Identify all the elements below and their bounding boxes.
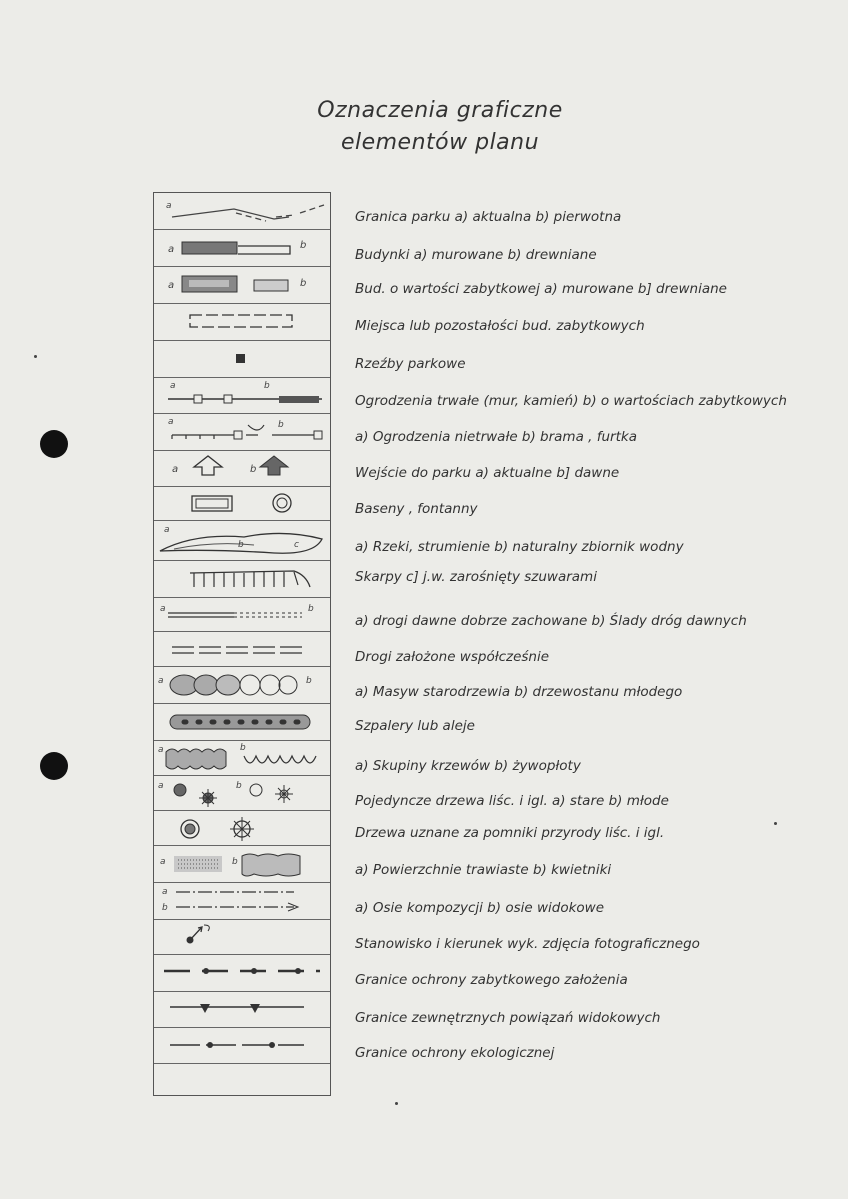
svg-text:b: b (278, 420, 284, 430)
escarpments-symbol (154, 563, 330, 595)
view-boundary-symbol (154, 993, 330, 1023)
legend-item-view-boundary: Granice zewnętrznych powiązań widokowych (355, 1010, 661, 1026)
svg-text:b: b (162, 903, 168, 913)
modern-roads-symbol (154, 634, 330, 664)
svg-text:c: c (294, 540, 299, 550)
legend-item-pools-fountains: Baseny , fontanny (355, 501, 478, 517)
svg-text:a: a (160, 604, 166, 614)
paper-speck (395, 1102, 398, 1105)
svg-text:a: a (172, 464, 179, 475)
legend-item-old-roads: a) drogi dawne dobrze zachowane b) Ślady dróg dawnych (355, 613, 747, 629)
svg-text:b: b (250, 464, 257, 475)
title-line-2: elementów planu (340, 130, 540, 155)
legend-item-heritage-boundary: Granice ochrony zabytkowego założenia (355, 972, 628, 988)
svg-text:b: b (240, 743, 246, 753)
temporary-fence-symbol (154, 415, 330, 447)
legend-item-monument-trees: Drzewa uznane za pomniki przyrody liśc. i igl. (355, 825, 665, 841)
legend-item-sculpture: Rzeźby parkowe (355, 356, 466, 372)
photo-position-symbol (154, 919, 330, 953)
legend-item-park-boundary: Granica parku a) aktualna b) pierwotna (355, 209, 622, 225)
svg-text:b: b (308, 604, 314, 614)
svg-text:b: b (236, 781, 242, 791)
rivers-symbol (154, 523, 330, 559)
lawns-symbol (154, 848, 330, 880)
svg-text:b: b (300, 278, 307, 289)
historic-buildings-symbol (154, 270, 330, 300)
punch-hole-top (40, 430, 68, 458)
legend-item-building-remains: Miejsca lub pozostałości bud. zabytkowych (355, 318, 645, 334)
svg-text:a: a (158, 781, 164, 791)
alleys-symbol (154, 707, 330, 737)
park-boundary-symbol (154, 197, 330, 227)
permanent-fence-symbol (154, 379, 330, 411)
park-entrance-symbol (154, 453, 330, 483)
svg-text:b: b (238, 540, 244, 550)
svg-text:a: a (170, 381, 176, 391)
legend-item-single-trees: Pojedyncze drzewa liśc. i igl. a) stare b) młode (355, 793, 669, 809)
legend-item-tree-mass: a) Masyw starodrzewia b) drzewostanu młodego (355, 684, 683, 700)
legend-item-escarpments: Skarpy c] j.w. zarośnięty szuwarami (355, 569, 597, 585)
axes-symbol (154, 883, 330, 917)
legend-item-park-entrance: Wejście do parku a) aktualne b] dawne (355, 465, 620, 481)
svg-text:a: a (164, 525, 170, 535)
legend-item-alleys: Szpalery lub aleje (355, 718, 475, 734)
legend-item-lawns: a) Powierzchnie trawiaste b) kwietniki (355, 862, 612, 878)
svg-text:a: a (168, 280, 175, 291)
legend-item-buildings: Budynki a) murowane b) drewniane (355, 247, 597, 263)
svg-text:a: a (166, 201, 172, 211)
paper-speck (34, 355, 37, 358)
title-line-1: Oznaczenia graficzne (317, 98, 563, 123)
legend-item-temporary-fence: a) Ogrodzenia nietrwałe b) brama , furtka (355, 429, 637, 445)
heritage-boundary-symbol (154, 957, 330, 987)
buildings-symbol (154, 234, 330, 264)
legend-item-shrubs: a) Skupiny krzewów b) żywopłoty (355, 758, 581, 774)
svg-text:a: a (168, 417, 174, 427)
eco-boundary-symbol (154, 1031, 330, 1061)
punch-hole-bottom (40, 752, 68, 780)
svg-text:b: b (306, 676, 312, 686)
svg-text:b: b (232, 857, 238, 867)
svg-text:a: a (162, 887, 168, 897)
legend-item-photo-position: Stanowisko i kierunek wyk. zdjęcia fotograficznego (355, 936, 700, 952)
legend-item-historic-buildings: Bud. o wartości zabytkowej a) murowane b] drewniane (355, 281, 727, 297)
legend-item-axes: a) Osie kompozycji b) osie widokowe (355, 900, 604, 916)
svg-text:b: b (300, 240, 307, 251)
shrubs-symbol (154, 742, 330, 774)
single-trees-symbol (154, 778, 330, 810)
svg-text:a: a (158, 745, 164, 755)
old-roads-symbol (154, 599, 330, 629)
tree-mass-symbol (154, 669, 330, 701)
svg-text:b: b (264, 381, 270, 391)
svg-text:a: a (158, 676, 164, 686)
svg-text:a: a (160, 857, 166, 867)
legend-item-rivers: a) Rzeki, strumienie b) naturalny zbiornik wodny (355, 539, 684, 555)
legend-item-eco-boundary: Granice ochrony ekologicznej (355, 1045, 555, 1061)
legend-item-permanent-fence: Ogrodzenia trwałe (mur, kamień) b) o wartościach zabytkowych (355, 393, 787, 409)
building-remains-symbol (154, 307, 330, 337)
legend-item-modern-roads: Drogi założone współcześnie (355, 649, 550, 665)
monument-trees-symbol (154, 813, 330, 845)
pools-fountains-symbol (154, 489, 330, 519)
svg-text:a: a (168, 244, 175, 255)
sculpture-symbol (154, 344, 330, 374)
legend-symbol-column (153, 192, 331, 1096)
